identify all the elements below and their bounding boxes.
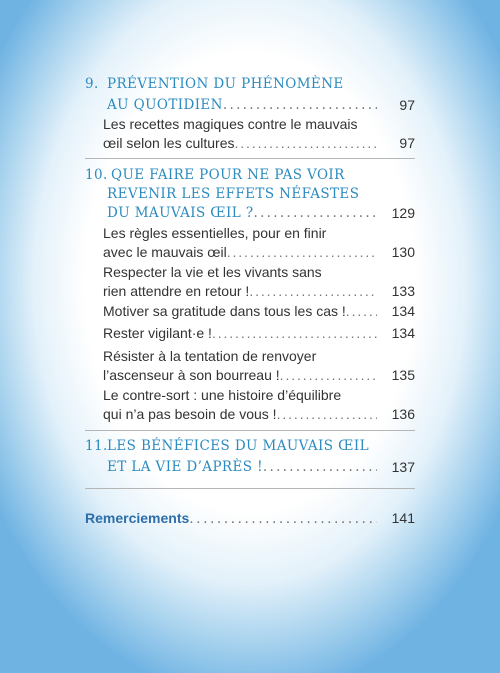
section-title-line (103, 263, 415, 282)
section-title: Rester vigilant·e ! (103, 325, 212, 341)
chapter-title: AU QUOTIDIEN (107, 97, 223, 113)
page-number: 141 (391, 510, 415, 526)
page-number: 129 (391, 205, 415, 221)
chapter-title: ET LA VIE D’APRÈS ! (107, 459, 263, 475)
page-number: 137 (391, 459, 415, 475)
section-title-line (103, 386, 415, 405)
page-number: 134 (391, 325, 415, 341)
section-title-line (103, 243, 415, 262)
chapter-title: PRÉVENTION DU PHÉNOMÈNE (107, 76, 344, 92)
chapter-title-line (85, 96, 415, 115)
chapter-title: LES BÉNÉFICES DU MAUVAIS ŒIL (107, 438, 369, 454)
divider (85, 158, 415, 159)
chapter-title-line (85, 75, 415, 94)
toc-acknowledgements[interactable] (85, 509, 415, 528)
section-title: Les règles essentielles, pour en finir (103, 225, 327, 241)
toc-chapter-9[interactable] (85, 75, 415, 115)
section-title-line (103, 366, 415, 385)
toc-section[interactable] (103, 302, 415, 321)
section-title-line (103, 324, 415, 343)
chapter-title-line (85, 437, 415, 456)
section-title: Motiver sa gratitude dans tous les cas ! (103, 303, 346, 319)
section-title: Les recettes magiques contre le mauvais (103, 116, 358, 132)
section-title-line (103, 405, 415, 424)
leader-dots (212, 324, 377, 343)
section-title: œil selon les cultures (103, 135, 235, 151)
section-title: rien attendre en retour ! (103, 283, 250, 299)
section-title: Respecter la vie et les vivants sans (103, 264, 322, 280)
leader-dots (227, 243, 377, 262)
chapter-number: 10. (85, 167, 108, 183)
page-number: 136 (391, 406, 415, 422)
leader-dots (189, 509, 377, 528)
leader-dots (346, 302, 377, 321)
page-number: 135 (391, 367, 415, 383)
chapter-title-line (85, 166, 415, 185)
chapter-number: 11. (85, 438, 108, 454)
toc-section[interactable] (103, 347, 415, 385)
toc-chapter-10[interactable] (85, 166, 415, 223)
page-number: 133 (391, 283, 415, 299)
acknowledgements-line (85, 509, 415, 528)
leader-dots (249, 282, 377, 301)
leader-dots (253, 204, 377, 223)
section-title: avec le mauvais œil (103, 244, 227, 260)
section-title-line (103, 302, 415, 321)
leader-dots (223, 96, 377, 115)
section-title-line (103, 282, 415, 301)
acknowledgements-title: Remerciements (85, 510, 190, 526)
section-title-line (103, 224, 415, 243)
section-title: l’ascenseur à son bourreau ! (103, 367, 280, 383)
section-title: qui n’a pas besoin de vous ! (103, 406, 277, 422)
toc-section[interactable] (103, 115, 415, 153)
toc-section[interactable] (103, 324, 415, 343)
toc-chapter-11[interactable] (85, 437, 415, 477)
chapter-title-line (85, 458, 415, 477)
divider (85, 488, 415, 489)
chapter-title-line (85, 185, 415, 204)
page-number: 97 (399, 135, 415, 151)
page-number: 134 (391, 303, 415, 319)
divider (85, 430, 415, 431)
leader-dots (235, 134, 378, 153)
leader-dots (263, 458, 377, 477)
chapter-title: QUE FAIRE POUR NE PAS VOIR (111, 167, 345, 183)
page-number: 97 (399, 97, 415, 113)
section-title: Le contre-sort : une histoire d’équilibre (103, 387, 342, 403)
chapter-title-line (85, 204, 415, 223)
leader-dots (280, 366, 377, 385)
toc-section[interactable] (103, 386, 415, 424)
chapter-number: 9. (85, 76, 99, 92)
toc-section[interactable] (103, 224, 415, 262)
section-title-line (103, 115, 415, 134)
leader-dots (277, 405, 377, 424)
toc-section[interactable] (103, 263, 415, 301)
section-title-line (103, 347, 415, 366)
page-number: 130 (391, 244, 415, 260)
section-title: Résister à la tentation de renvoyer (103, 348, 317, 364)
chapter-title: DU MAUVAIS ŒIL ? (107, 205, 254, 221)
section-title-line (103, 134, 415, 153)
chapter-title: REVENIR LES EFFETS NÉFASTES (107, 186, 360, 202)
